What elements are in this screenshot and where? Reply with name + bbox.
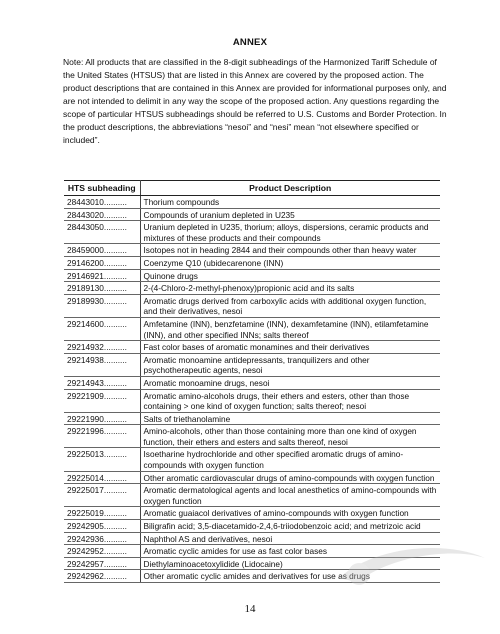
hts-code-cell: 29225017.......... bbox=[64, 484, 140, 507]
table-header-row bbox=[64, 181, 440, 196]
product-description-cell: Aromatic monoamine antidepressants, tranquilizers and other psychotherapeutic agents, nesoi bbox=[140, 353, 440, 376]
hts-code-cell: 29214932.......... bbox=[64, 341, 140, 354]
hts-code-cell: 29189130.......... bbox=[64, 282, 140, 295]
page-number: 14 bbox=[244, 603, 256, 615]
hts-code-cell: 29214600.......... bbox=[64, 317, 140, 340]
product-description-cell: Uranium depleted in U235, thorium; alloys, dispersions, ceramic products and mixtures of these products and their compounds bbox=[140, 221, 440, 244]
product-description-cell: Diethylaminoacetoxylidide (Lidocaine) bbox=[140, 557, 440, 570]
table-row bbox=[64, 269, 440, 282]
hts-code-cell: 29214943.......... bbox=[64, 376, 140, 389]
hts-code-cell: 29214938.......... bbox=[64, 353, 140, 376]
hts-code-cell: 29146921.......... bbox=[64, 269, 140, 282]
table-row bbox=[64, 507, 440, 520]
product-description-cell: Aromatic amino-alcohols drugs, their ethers and esters, other than those containing > one kind of oxygen function; salts thereof; nesoi bbox=[140, 389, 440, 412]
product-description-header: Product Description bbox=[140, 181, 440, 196]
table-row bbox=[64, 221, 440, 244]
product-description-cell: Aromatic drugs derived from carboxylic acids with additional oxygen function, and their derivatives, nesoi bbox=[140, 294, 440, 317]
table-row bbox=[64, 196, 440, 209]
table-row bbox=[64, 244, 440, 257]
product-description-cell: Isotopes not in heading 2844 and their compounds other than heavy water bbox=[140, 244, 440, 257]
product-description-cell: Quinone drugs bbox=[140, 269, 440, 282]
table-row bbox=[64, 448, 440, 471]
table-row bbox=[64, 294, 440, 317]
table-row bbox=[64, 389, 440, 412]
annex-title: ANNEX bbox=[232, 37, 268, 48]
table-row bbox=[64, 341, 440, 354]
product-description-cell: Thorium compounds bbox=[140, 196, 440, 209]
hts-code-cell: 29242905.......... bbox=[64, 520, 140, 533]
product-description-cell: Amfetamine (INN), benzfetamine (INN), dexamfetamine (INN), etilamfetamine (INN), and other specified INNs; salts thereof bbox=[140, 317, 440, 340]
hts-code-cell: 29225014.......... bbox=[64, 471, 140, 484]
product-description-cell: Fast color bases of aromatic monamines and their derivatives bbox=[140, 341, 440, 354]
product-description-cell: Biligrafin acid; 3,5-diacetamido-2,4,6-triiodobenzoic acid; and metrizoic acid bbox=[140, 520, 440, 533]
table-row bbox=[64, 471, 440, 484]
product-description-cell: Aromatic guaiacol derivatives of amino-compounds with oxygen function bbox=[140, 507, 440, 520]
product-description-cell: Naphthol AS and derivatives, nesoi bbox=[140, 532, 440, 545]
product-description-cell: Coenzyme Q10 (ubidecarenone (INN) bbox=[140, 256, 440, 269]
table-row bbox=[64, 425, 440, 448]
hts-code-cell: 29189930.......... bbox=[64, 294, 140, 317]
hts-code-cell: 29221990.......... bbox=[64, 412, 140, 425]
table-body bbox=[64, 196, 440, 583]
product-description-cell: Other aromatic cyclic amides and derivatives for use as drugs bbox=[140, 570, 440, 583]
product-description-cell: Isoetharine hydrochloride and other specified aromatic drugs of amino-compounds with oxygen function bbox=[140, 448, 440, 471]
hts-code-cell: 28443010.......... bbox=[64, 196, 140, 209]
table-row bbox=[64, 412, 440, 425]
hts-subheading-header: HTS subheading bbox=[64, 181, 140, 196]
product-description-cell: Salts of triethanolamine bbox=[140, 412, 440, 425]
hts-code-cell: 29146200.......... bbox=[64, 256, 140, 269]
hts-code-cell: 29225013.......... bbox=[64, 448, 140, 471]
table-row bbox=[64, 256, 440, 269]
product-description-cell: Compounds of uranium depleted in U235 bbox=[140, 208, 440, 221]
product-description-cell: Aromatic dermatological agents and local anesthetics of amino-compounds with oxygen function bbox=[140, 484, 440, 507]
hts-table bbox=[64, 180, 440, 583]
hts-code-cell: 28459000.......... bbox=[64, 244, 140, 257]
watermark-swoosh-icon bbox=[335, 538, 500, 588]
table-row bbox=[64, 520, 440, 533]
annex-note: Note: All products that are classified in the 8-digit subheadings of the Harmonized Tariff Schedule of the United States (HTSUS) that are listed in this Annex are covered by the proposed action. The product descriptions that are contained in this Annex are provided for informational purposes only, and are not intended to delimit in any way the scope of the proposed action. Any questions regarding the scope of particular HTSUS subheadings should be referred to U.S. Customs and Border Protection. In the product descriptions, the abbreviations “nesoi” and “nesi” mean “not elsewhere specified or included”. bbox=[63, 57, 447, 145]
watermark-logo bbox=[335, 538, 500, 588]
hts-code-cell: 29242952.......... bbox=[64, 545, 140, 558]
hts-code-cell: 29221909.......... bbox=[64, 389, 140, 412]
hts-code-cell: 29242957.......... bbox=[64, 557, 140, 570]
product-description-cell: Aromatic monoamine drugs, nesoi bbox=[140, 376, 440, 389]
product-description-cell: Other aromatic cardiovascular drugs of amino-compounds with oxygen function bbox=[140, 471, 440, 484]
hts-code-cell: 28443020.......... bbox=[64, 208, 140, 221]
table-row bbox=[64, 317, 440, 340]
hts-code-cell: 29221996.......... bbox=[64, 425, 140, 448]
table-row bbox=[64, 208, 440, 221]
product-description-cell: 2-(4-Chloro-2-methyl-phenoxy)propionic acid and its salts bbox=[140, 282, 440, 295]
table-row bbox=[64, 376, 440, 389]
product-description-cell: Amino-alcohols, other than those containing more than one kind of oxygen function, their ethers and esters and salts thereof, nesoi bbox=[140, 425, 440, 448]
hts-code-cell: 29225019.......... bbox=[64, 507, 140, 520]
table-row bbox=[64, 282, 440, 295]
table-row bbox=[64, 353, 440, 376]
hts-code-cell: 29242936.......... bbox=[64, 532, 140, 545]
product-description-cell: Aromatic cyclic amides for use as fast color bases bbox=[140, 545, 440, 558]
table-row bbox=[64, 484, 440, 507]
hts-code-cell: 29242962.......... bbox=[64, 570, 140, 583]
hts-code-cell: 28443050.......... bbox=[64, 221, 140, 244]
